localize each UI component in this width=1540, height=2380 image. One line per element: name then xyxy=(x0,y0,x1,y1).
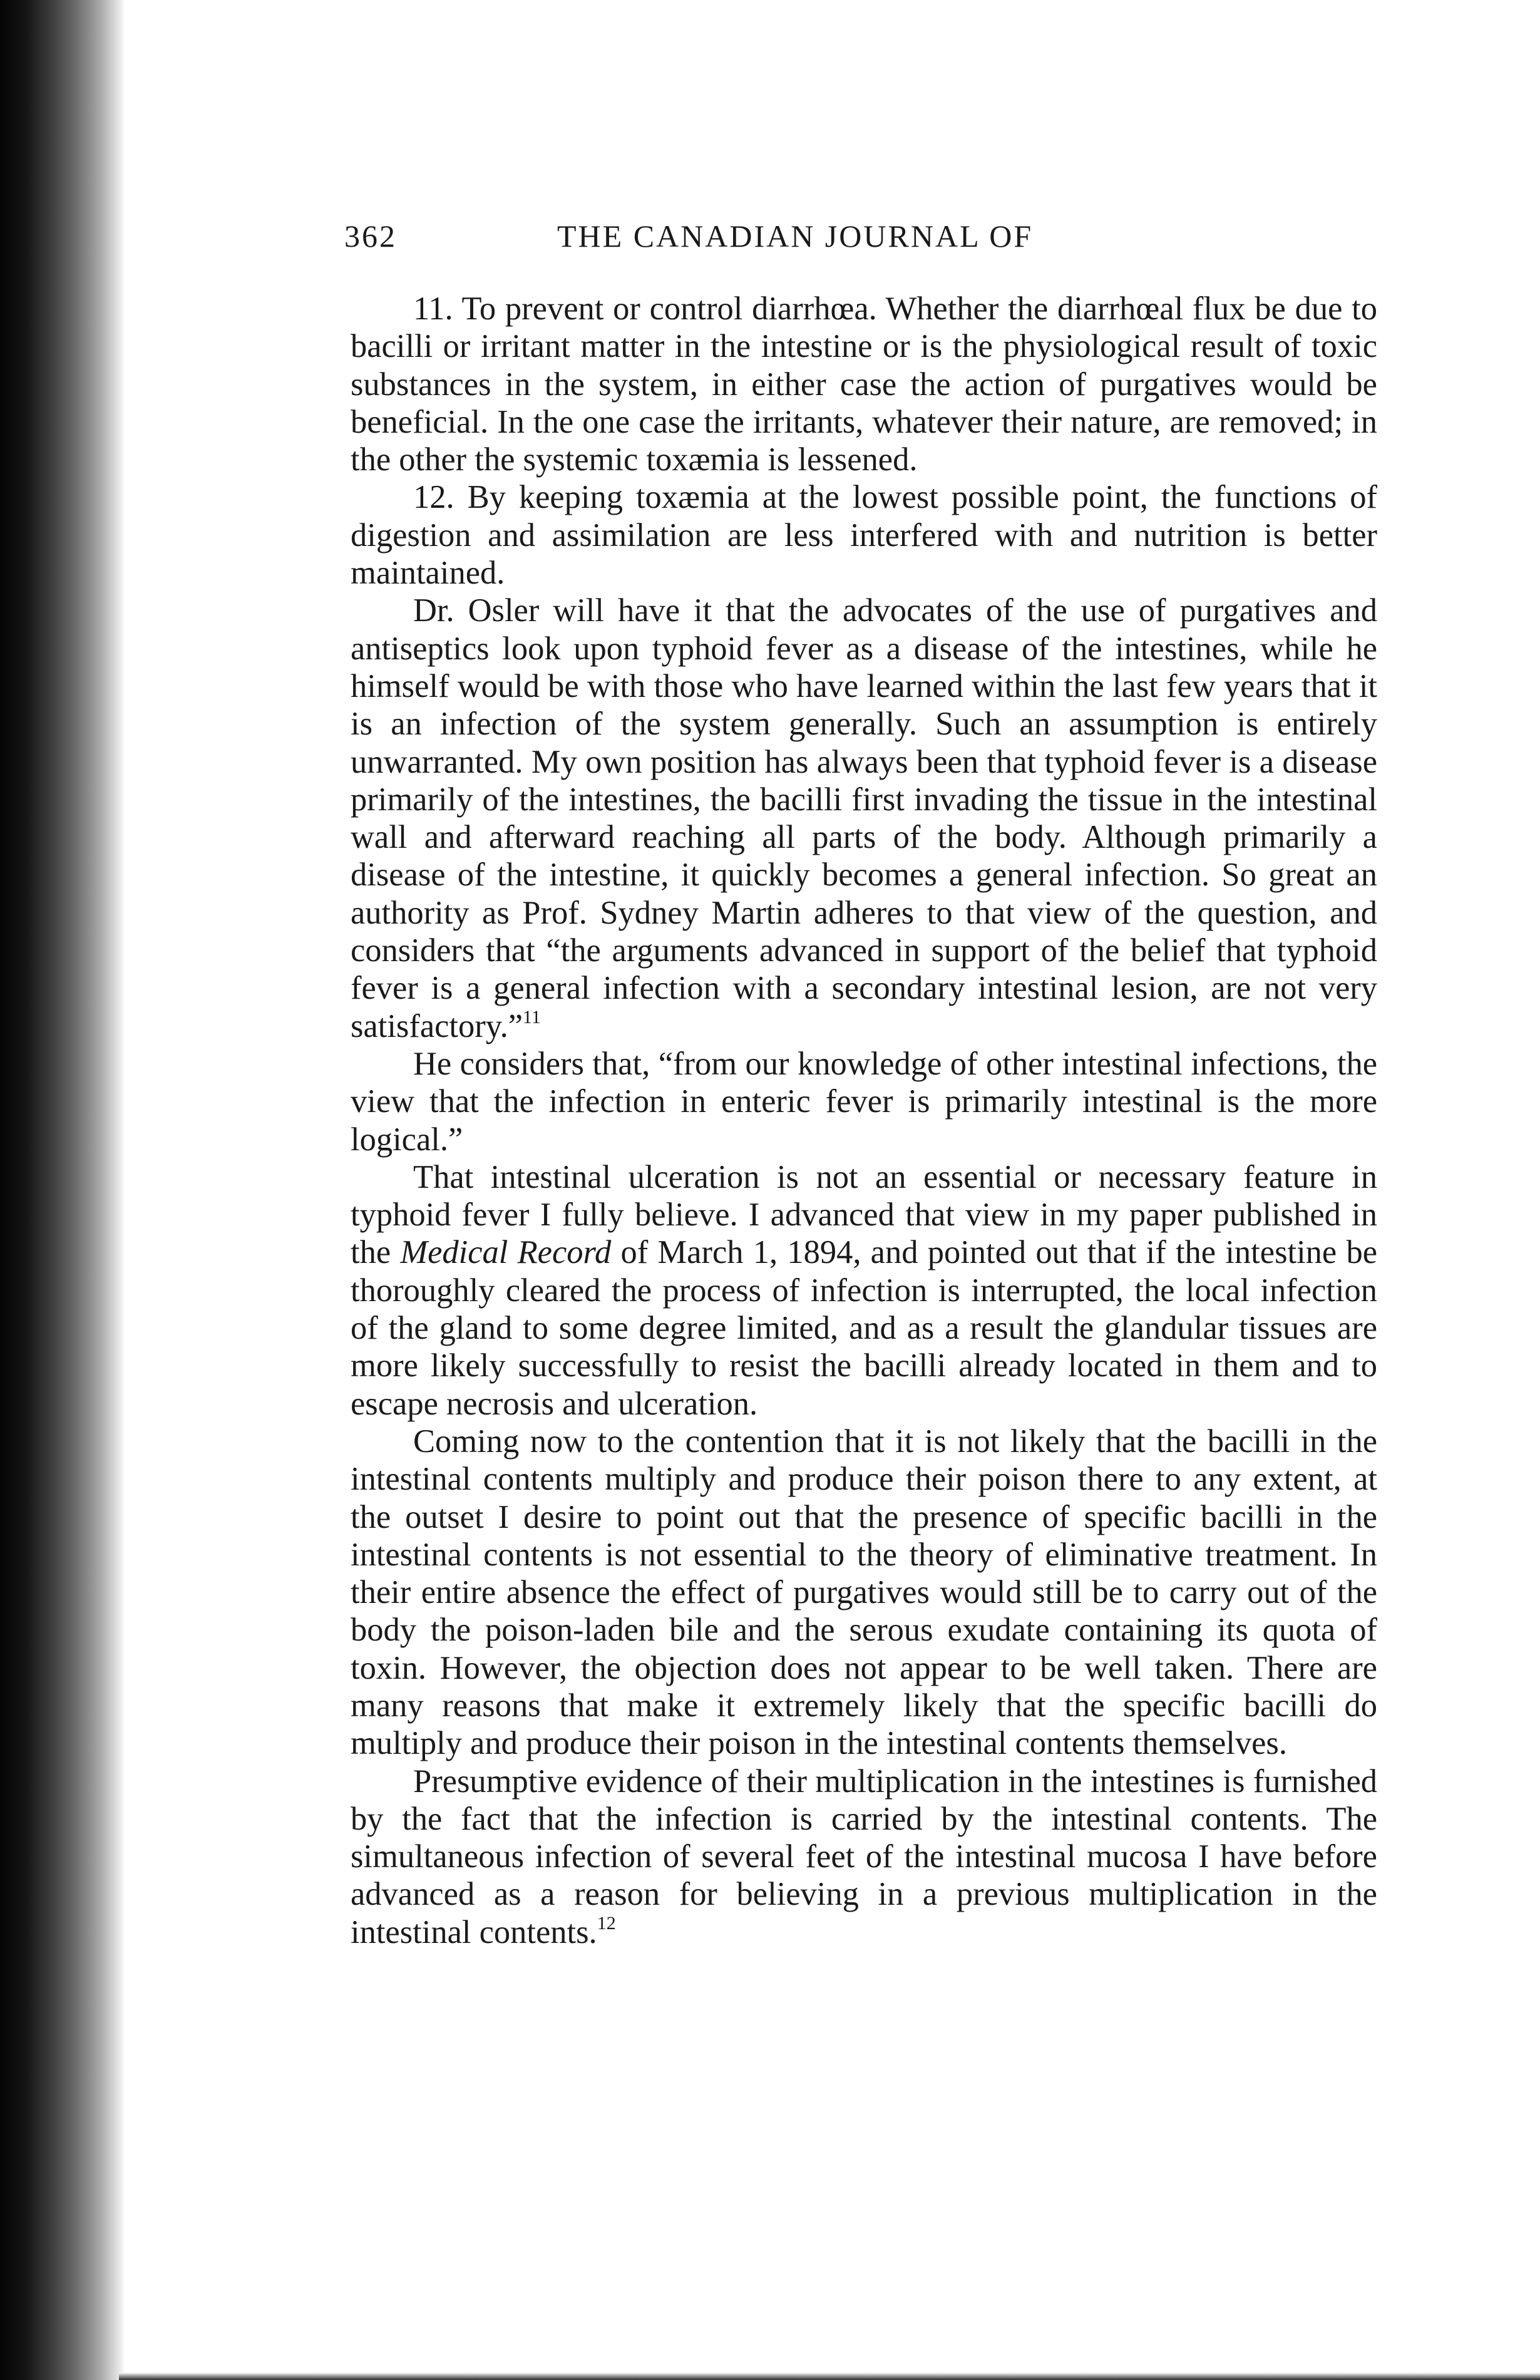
paragraph-12: 12. By keeping toxæmia at the lowest possible point, the functions of digestion and assimilation are less interfered with and nutrition is better maintained. xyxy=(351,479,1377,592)
paragraph-osler xyxy=(351,592,1377,1045)
paragraph-presumptive xyxy=(351,1763,1377,1951)
body-text xyxy=(351,290,1377,1951)
running-title: THE CANADIAN JOURNAL OF xyxy=(557,219,1034,254)
paragraph-contention: Coming now to the contention that it is not likely that the bacilli in the intestinal contents multiply and produce their poison there to any extent, at the outset I desire to point out that the presence of specific bacilli in the intestinal contents is not essential to the theory of eliminative treatment. In their entire absence the effect of purgatives would still be to carry out of the body the poison-laden bile and the serous exudate containing its quota of toxin. However, the objection does not appear to be well taken. There are many reasons that make it extremely likely that the specific bacilli do multiply and produce their poison in the intestinal contents themselves. xyxy=(351,1423,1377,1762)
paragraph-osler-text: Dr. Osler will have it that the advocates of the use of purgatives and antiseptics look upon typhoid fever as a disease of the intestines, while he himself would be with those who have learned within the last few years that it is an infection of the system generally. Such an assumption is entirely unwarranted. My own position has always been that typhoid fever is a disease primarily of the intestines, the bacilli first invading the tissue in the intestinal wall and afterward reaching all parts of the body. Although primarily a disease of the intestine, it quickly becomes a general infection. So great an authority as Prof. Sydney Martin adheres to that view of the question, and considers that “the arguments advanced in support of the belief that typhoid fever is a general infection with a secondary intestinal lesion, are not very satisfactory.” xyxy=(351,592,1377,1044)
page-number: 362 xyxy=(344,219,397,254)
journal-title: Medical Record xyxy=(400,1234,612,1271)
paragraph-presumptive-text: Presumptive evidence of their multiplication in the intestines is furnished by the fact that the infection is carried by the intestinal contents. The simultaneous infection of several feet of the intestinal mucosa I have before advanced as a reason for believing in a previous multiplication in the intestinal contents. xyxy=(351,1763,1377,1950)
footnote-ref-12: 12 xyxy=(597,1912,616,1934)
paragraph-ulceration-text-a: That intestinal ulceration is not an essential or necessary feature in typhoid fever I fully believe. I advanced that view in my paper published in the xyxy=(351,1158,1377,1271)
paragraph-11: 11. To prevent or control diarrhœa. Whether the diarrhœal flux be due to bacilli or irritant matter in the intestine or is the physiological result of toxic substances in the system, in either case the action of purgatives would be beneficial. In the one case the irritants, whatever their nature, are removed; in the other the systemic toxæmia is lessened. xyxy=(351,291,1377,478)
running-header xyxy=(344,218,1377,274)
footnote-ref-11: 11 xyxy=(523,1006,541,1028)
paragraph-ulceration-text-b: of March 1, 1894, and pointed out that if the intestine be thoroughly cleared the process of infection is interrupted, the local infection of the gland to some degree limited, and as a result the glandular tissues are more likely successfully to resist the bacilli already located in them and to escape necrosis and ulceration. xyxy=(351,1234,1378,1422)
paragraph-ulceration xyxy=(351,1158,1377,1423)
paragraph-martin-quote: He considers that, “from our knowledge of other intestinal infections, the view that the infection in enteric fever is primarily intestinal is the more logical.” xyxy=(351,1045,1377,1158)
